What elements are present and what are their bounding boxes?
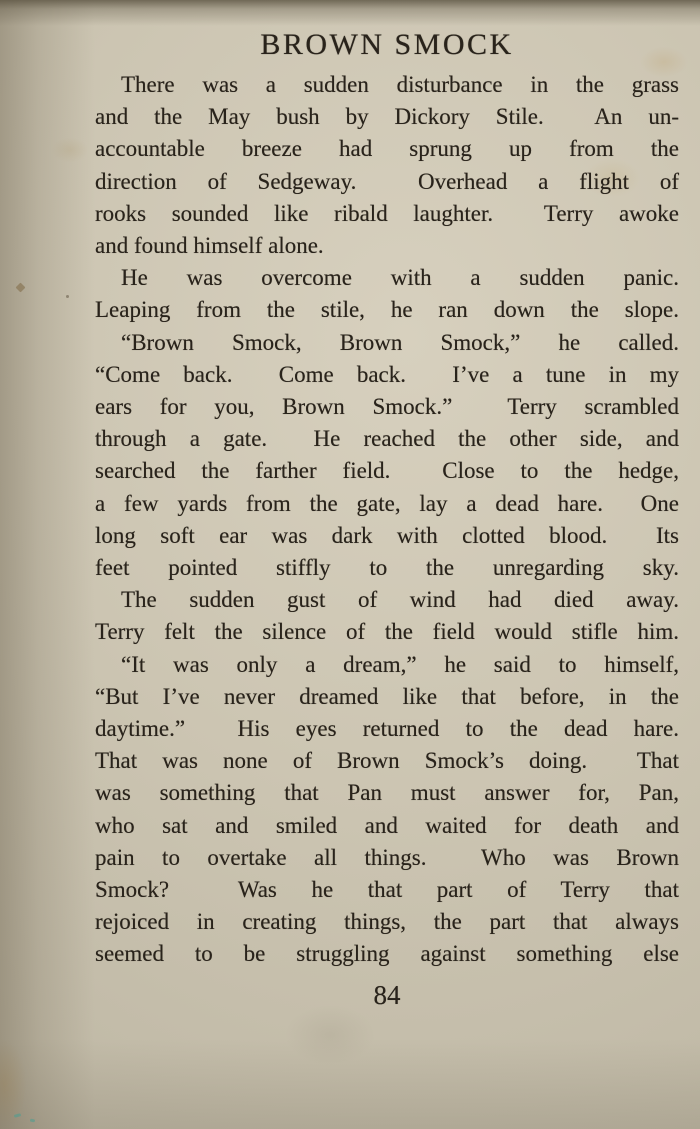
text-line: a few yards from the gate, lay a dead hare. One <box>95 490 679 516</box>
text-line: The sudden gust of wind had died away. <box>121 587 679 613</box>
text-line: He was overcome with a sudden panic. <box>121 265 679 291</box>
text-line: “Come back. Come back. I’ve a tune in my <box>95 361 679 387</box>
text-line: long soft ear was dark with clotted blood. Its <box>95 522 679 548</box>
text-line: searched the farther field. Close to the hedge, <box>95 458 679 484</box>
running-head: BROWN SMOCK <box>260 28 514 61</box>
text-line: rooks sounded like ribald laughter. Terry awoke <box>95 200 679 226</box>
text-line: through a gate. He reached the other side, and <box>95 426 679 452</box>
text-line: accountable breeze had sprung up from the <box>95 136 679 162</box>
text-line: seemed to be struggling against something else <box>95 941 679 967</box>
text-line: Terry felt the silence of the field would stifle him. <box>95 619 679 645</box>
text-line: and the May bush by Dickory Stile. An un- <box>95 104 679 130</box>
page-number: 84 <box>373 980 401 1010</box>
text-line: “It was only a dream,” he said to himself, <box>121 651 679 677</box>
text-line: “Brown Smock, Brown Smock,” he called. <box>121 329 679 355</box>
text-line: pain to overtake all things. Who was Brown <box>95 844 679 870</box>
text-line: That was none of Brown Smock’s doing. That <box>95 748 679 774</box>
text-line: direction of Sedgeway. Overhead a flight of <box>95 168 679 194</box>
text-line: daytime.” His eyes returned to the dead hare. <box>95 716 679 742</box>
page-body <box>95 69 679 971</box>
paper-speck <box>16 283 26 293</box>
ink-mark <box>30 1119 35 1123</box>
text-line: Leaping from the stile, he ran down the slope. <box>95 297 679 323</box>
text-line: “But I’ve never dreamed like that before, in the <box>95 683 679 709</box>
text-line: and found himself alone. <box>95 233 324 259</box>
text-line: was something that Pan must answer for, Pan, <box>95 780 679 806</box>
text-line: rejoiced in creating things, the part that always <box>95 909 679 935</box>
text-line: Smock? Was he that part of Terry that <box>95 877 679 903</box>
paper-speck <box>66 295 69 298</box>
text-line: who sat and smiled and waited for death and <box>95 812 679 838</box>
text-line: ears for you, Brown Smock.” Terry scrambled <box>95 394 679 420</box>
text-line: feet pointed stiffly to the unregarding sky. <box>95 555 679 581</box>
text-line: There was a sudden disturbance in the grass <box>121 72 679 97</box>
ink-mark <box>14 1113 22 1118</box>
